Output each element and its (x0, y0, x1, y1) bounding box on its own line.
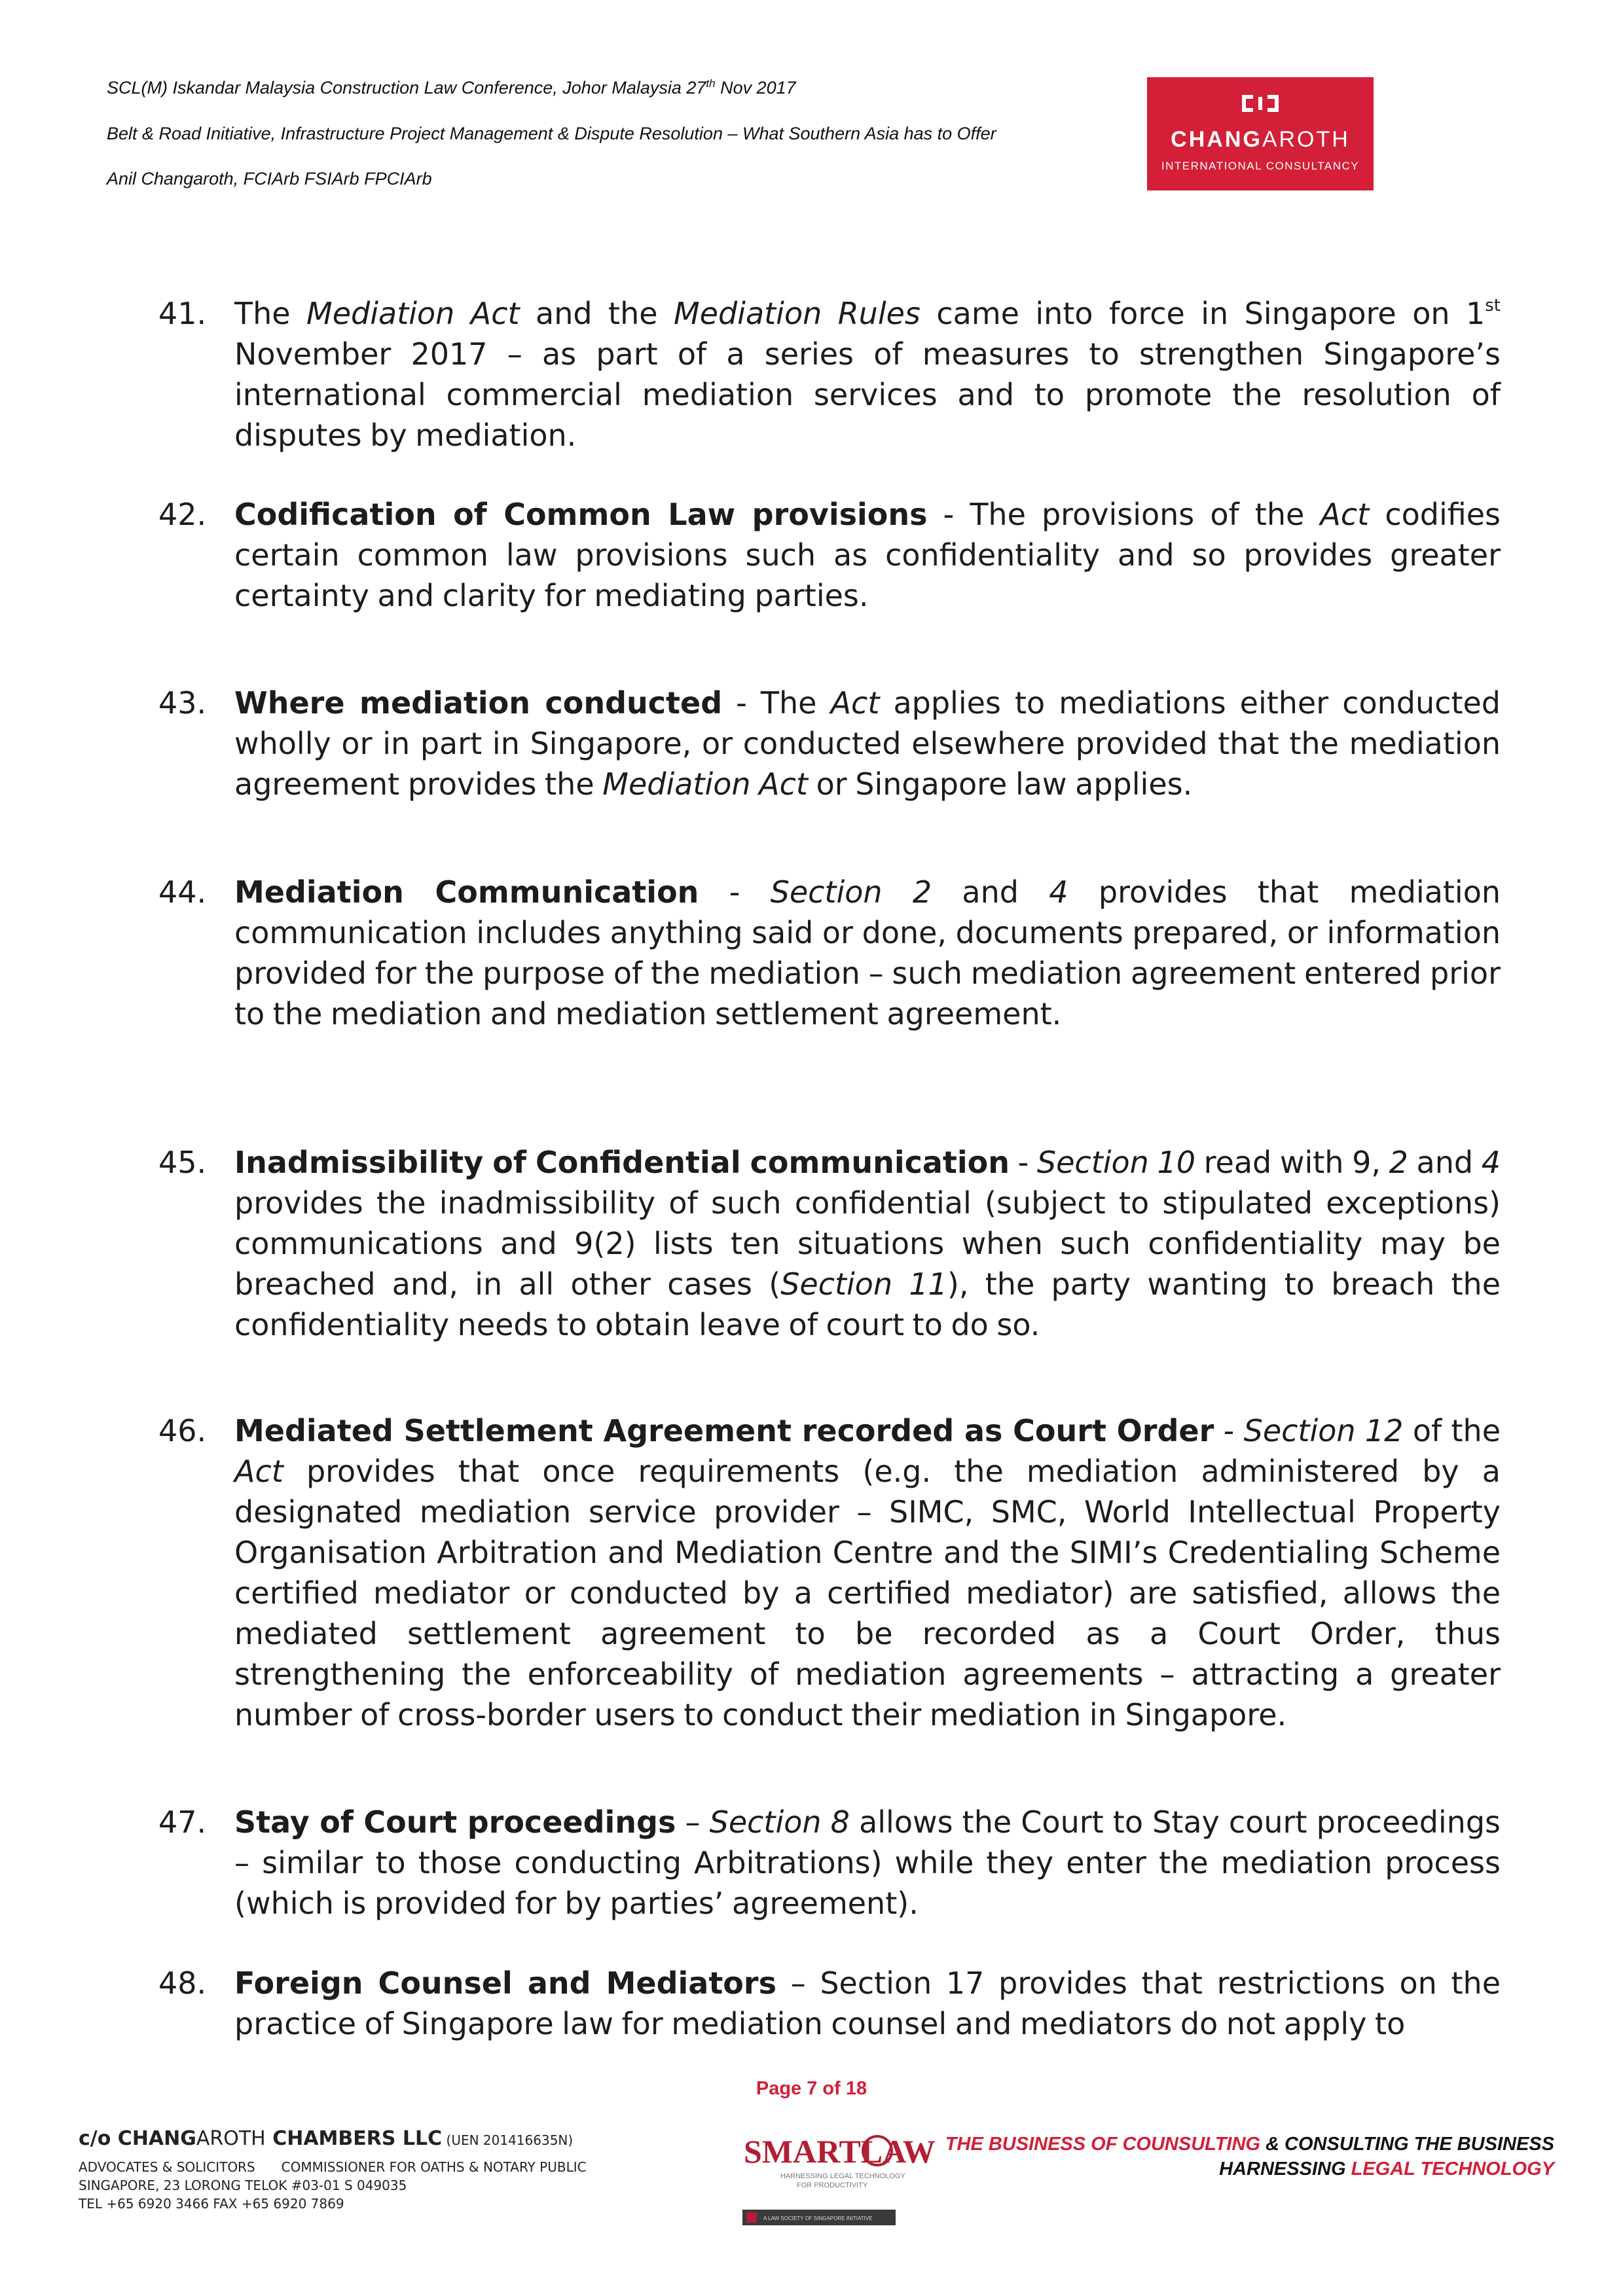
paragraph-number: 47. (158, 1804, 207, 1840)
paragraph-text (234, 494, 1501, 616)
italic-run: 4 (1049, 874, 1068, 910)
law-society-icon (746, 2212, 757, 2223)
smartlaw-logo (735, 2121, 936, 2232)
logo-name-bold: CHANG (1171, 127, 1262, 152)
header-conference-line (107, 77, 796, 98)
logo-wordmark (1147, 127, 1374, 152)
footer-tagline (945, 2132, 1554, 2181)
italic-run: Section 12 (1243, 1413, 1404, 1448)
italic-run: Act (830, 685, 880, 721)
footer-address: SINGAPORE, 23 LORONG TELOK #03-01 S 049035 (79, 2178, 407, 2193)
text-run: and (932, 874, 1049, 910)
ordinal-superscript: st (1485, 295, 1501, 315)
paragraph-42 (158, 494, 1501, 616)
text-run: – (676, 1804, 710, 1840)
text-run: ), the party wanting to breach the confidentiality needs to obtain leave of court to do so. (234, 1266, 1501, 1342)
paragraph-46 (158, 1410, 1501, 1735)
paragraph-number: 42. (158, 497, 207, 532)
text-run: provides that mediation communication includes anything said or done, documents prepared, or information provided for the purpose of the mediation – such mediation agreement entered prior to the mediation and mediation settlement agreement. (234, 874, 1501, 1031)
italic-run: 2 (1389, 1145, 1408, 1180)
footer-tagline-red-2: LEGAL TECHNOLOGY (1351, 2159, 1554, 2179)
footer-firm-rest: CHAMBERS LLC (265, 2127, 443, 2150)
paragraph-number: 43. (158, 685, 207, 721)
footer-tagline-red: THE BUSINESS OF COUNSULTING (945, 2134, 1260, 2155)
header-conference-text: SCL(M) Iskandar Malaysia Construction Law Conference, Johor Malaysia 27 (107, 78, 706, 98)
text-run: November 2017 – as part of a series of measures to strengthen Singapore’s international commercial mediation services and to promote the resolution of disputes by mediation. (234, 336, 1501, 453)
footer-firm-details (79, 2127, 587, 2213)
paragraph-47 (158, 1802, 1501, 1924)
text-run: - (699, 874, 771, 910)
page-number: Page 7 of 18 (756, 2078, 867, 2099)
paragraph-text (234, 293, 1501, 456)
paragraph-41 (158, 293, 1501, 456)
text-run: provides that once requirements (e.g. the mediation administered by a designated mediation service provider – SIMC, SMC, World Intellectual Property Organisation Arbitration and Mediation Centre and the SIMI’s Credentialing Scheme certified mediator or conducted by a certified mediator) are satisfied, allows the mediated settlement agreement to be recorded as a Court Order, thus strengthening the enforceability of mediation agreements – attracting a greater number of cross-border users to conduct their mediation in Singapore. (234, 1454, 1501, 1732)
smartlaw-badge-text: A LAW SOCIETY OF SINGAPORE INITIATIVE (763, 2215, 873, 2221)
text-run: - (1214, 1413, 1244, 1448)
header-author-line: Anil Changaroth, FCIArb FSIArb FPCIArb (107, 169, 432, 188)
text-run: - The (722, 685, 831, 721)
footer-phone: TEL +65 6920 3466 FAX +65 6920 7869 (79, 2196, 344, 2212)
paragraph-number: 46. (158, 1413, 207, 1448)
text-run: codifies certain common law provisions such as confidentiality and so provides greater certainty and clarity for mediating parties. (234, 497, 1501, 613)
footer-firm-light: AROTH (196, 2127, 266, 2150)
italic-run: Mediation Act (602, 766, 808, 802)
paragraph-number: 45. (158, 1145, 207, 1180)
text-run: allows the Court to Stay court proceedings – similar to those conducting Arbitrations) while they enter the mediation process (which is provided for by parties’ agreement). (234, 1804, 1501, 1921)
paragraph-text (234, 1963, 1501, 2044)
footer-firm-name (79, 2127, 587, 2150)
paragraph-text (234, 1410, 1501, 1735)
footer-practice-a: ADVOCATES & SOLICITORS (79, 2159, 255, 2175)
italic-run: Act (1320, 497, 1370, 532)
italic-run: 4 (1481, 1145, 1501, 1180)
paragraph-heading: Mediation Communication (234, 874, 699, 910)
paragraph-heading: Codification of Common Law provisions (234, 497, 928, 532)
text-run: and the (519, 296, 674, 331)
changaroth-logo (1147, 77, 1374, 190)
text-run: The (234, 296, 307, 331)
footer-tagline-rest: & CONSULTING THE BUSINESS (1260, 2134, 1554, 2155)
footer-co: c/o (79, 2127, 118, 2150)
italic-run: Section 11 (780, 1266, 947, 1302)
text-run: read with 9, (1195, 1145, 1389, 1180)
paragraph-text (234, 683, 1501, 804)
paragraph-text (234, 1802, 1501, 1924)
paragraph-44 (158, 872, 1501, 1034)
text-run: and (1408, 1145, 1482, 1180)
italic-run: Act (234, 1454, 283, 1489)
paragraph-number: 41. (158, 296, 207, 331)
text-run: came into force in Singapore on 1 (920, 296, 1486, 331)
smartlaw-name: SMARTLAW (744, 2133, 936, 2170)
text-run: applies to mediations either conducted wholly or in part in Singapore, or conducted elsewhere provided that the mediation agreement provides the (234, 685, 1501, 802)
italic-run: Mediation Act (306, 296, 520, 331)
paragraph-text (234, 1142, 1501, 1345)
text-run: of the (1403, 1413, 1501, 1448)
italic-run: Section 8 (709, 1804, 850, 1840)
footer-practice-b: COMMISSIONER FOR OATHS & NOTARY PUBLIC (281, 2159, 587, 2175)
footer-firm-bold: CHANG (117, 2127, 196, 2150)
italic-run: Mediation Rules (673, 296, 921, 331)
paragraph-45 (158, 1142, 1501, 1345)
text-run: – Section 17 provides that restrictions on the practice of Singapore law for mediation counsel and mediators do not apply to (234, 1965, 1501, 2041)
footer-tagline-line-1 (945, 2132, 1554, 2157)
paragraph-text (234, 872, 1501, 1034)
paragraph-number: 48. (158, 1965, 207, 2001)
footer-tagline-black: HARNESSING (1219, 2159, 1351, 2179)
paragraph-heading: Where mediation conducted (234, 685, 723, 721)
text-run: - (1010, 1145, 1037, 1180)
text-run: provides the inadmissibility of such confidential (subject to stipulated exceptions) communications and 9(2) lists ten situations when such confidentiality may be breached and, in all other cases ( (234, 1185, 1501, 1302)
changaroth-mark-icon (1239, 94, 1282, 113)
footer-practice-line (79, 2158, 587, 2176)
italic-run: Section 2 (770, 874, 932, 910)
italic-run: Section 10 (1036, 1145, 1195, 1180)
footer-uen: (UEN 201416635N) (442, 2132, 574, 2148)
paragraph-heading: Mediated Settlement Agreement recorded as Court Order (234, 1413, 1214, 1448)
paragraph-heading: Inadmissibility of Confidential communication (234, 1145, 1010, 1180)
paragraph-number: 44. (158, 874, 207, 910)
paragraph-48 (158, 1963, 1501, 2044)
footer-tagline-line-2 (945, 2157, 1554, 2181)
paragraph-43 (158, 683, 1501, 804)
text-run: - The provisions of the (927, 497, 1321, 532)
paragraph-heading: Stay of Court proceedings (234, 1804, 676, 1840)
smartlaw-logo-graphic (735, 2121, 936, 2232)
smartlaw-tagline-1: HARNESSING LEGAL TECHNOLOGY (780, 2172, 905, 2180)
paragraph-heading: Foreign Counsel and Mediators (234, 1965, 776, 2001)
header-topic-line: Belt & Road Initiative, Infrastructure Project Management & Dispute Resolution – What Southern Asia has to Offer (107, 124, 996, 143)
logo-name-light: AROTH (1262, 127, 1350, 152)
header-date-text: Nov 2017 (715, 78, 796, 98)
text-run: or Singapore law applies. (807, 766, 1193, 802)
logo-subtitle: INTERNATIONAL CONSULTANCY (1161, 160, 1360, 172)
header-date-superscript: th (706, 77, 716, 90)
smartlaw-tagline-2: FOR PRODUCTIVITY (797, 2181, 868, 2189)
